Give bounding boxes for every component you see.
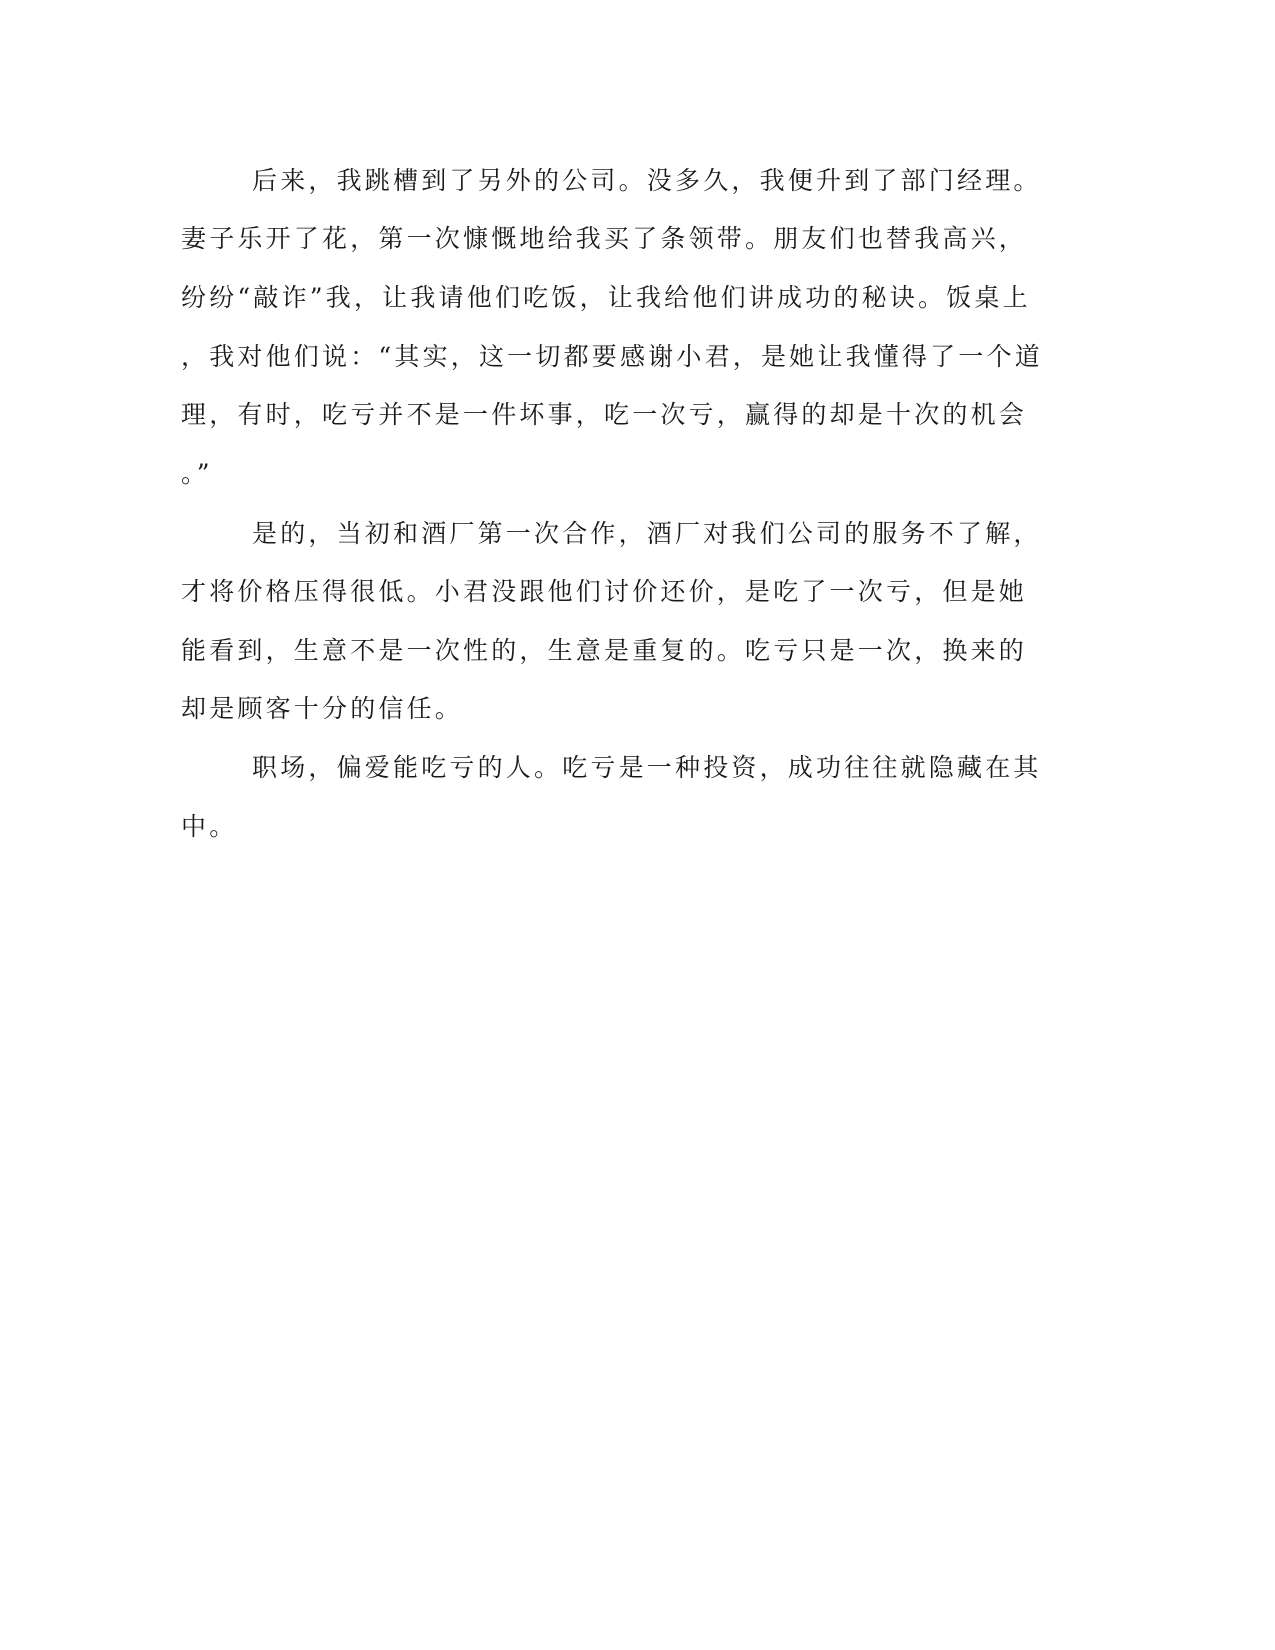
paragraph-2-line-1: 是的，当初和酒厂第一次合作，酒厂对我们公司的服务不了解， xyxy=(252,519,1042,548)
paragraph-1-line-6: 。” xyxy=(181,459,213,488)
paragraph-1-line-2: 妻子乐开了花，第一次慷慨地给我买了条领带。朋友们也替我高兴， xyxy=(181,224,1028,253)
paragraph-3-line-1: 职场，偏爱能吃亏的人。吃亏是一种投资，成功往往就隐藏在其 xyxy=(252,753,1042,782)
paragraph-2-line-4: 却是顾客十分的信任。 xyxy=(181,694,464,723)
paragraph-1-line-1: 后来，我跳槽到了另外的公司。没多久，我便升到了部门经理。 xyxy=(252,166,1042,195)
paragraph-2-line-2: 才将价格压得很低。小君没跟他们讨价还价，是吃了一次亏，但是她 xyxy=(181,577,1028,606)
paragraph-3-line-2: 中。 xyxy=(181,812,238,841)
paragraph-1-line-5: 理，有时，吃亏并不是一件坏事，吃一次亏，赢得的却是十次的机会 xyxy=(181,400,1028,429)
paragraph-1-line-4: ，我对他们说：“其实，这一切都要感谢小君，是她让我懂得了一个道 xyxy=(181,342,1043,371)
paragraph-1-line-3: 纷纷“敲诈”我，让我请他们吃饭，让我给他们讲成功的秘诀。饭桌上 xyxy=(181,283,1031,312)
paragraph-2-line-3: 能看到，生意不是一次性的，生意是重复的。吃亏只是一次，换来的 xyxy=(181,636,1028,665)
